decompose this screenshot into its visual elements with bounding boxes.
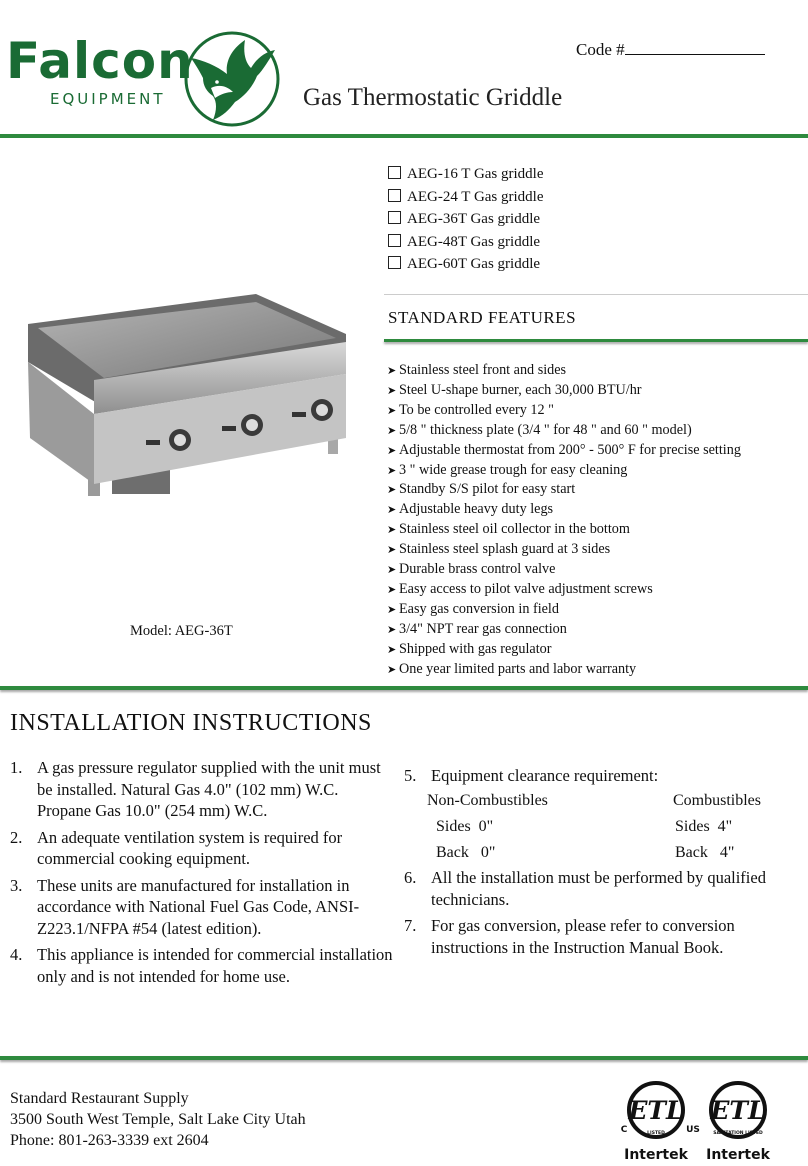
feature-item <box>387 640 741 660</box>
arrow-bullet-icon: ➤ <box>387 563 397 577</box>
instruction-item <box>10 757 395 822</box>
installation-heading: INSTALLATION INSTRUCTIONS <box>10 710 372 736</box>
feature-text: Steel U-shape burner, each 30,000 BTU/hr <box>399 381 642 398</box>
feature-text: Adjustable thermostat from 200° - 500° F for precise setting <box>399 441 741 458</box>
feature-text: Easy gas conversion in field <box>399 600 559 617</box>
features-list <box>387 361 741 680</box>
checkbox-icon <box>388 234 401 247</box>
instruction-item <box>404 867 804 910</box>
model-item <box>388 208 544 231</box>
arrow-bullet-icon: ➤ <box>387 483 397 497</box>
instruction-number: 7. <box>404 916 417 935</box>
brand-logo-subtitle: EQUIPMENT <box>50 90 166 108</box>
arrow-bullet-icon: ➤ <box>387 642 397 656</box>
clearance-combustibles-header: Combustibles <box>673 792 762 809</box>
instruction-item <box>404 765 804 787</box>
feature-text: To be controlled every 12 " <box>399 401 554 418</box>
feature-item <box>387 540 741 560</box>
model-item <box>388 163 544 186</box>
feature-text: Easy access to pilot valve adjustment screws <box>399 580 653 597</box>
feature-item <box>387 560 741 580</box>
features-bottom-divider <box>0 686 808 690</box>
model-item <box>388 253 544 276</box>
checkbox-icon <box>388 211 401 224</box>
company-address: 3500 South West Temple, Salt Lake City Utah <box>10 1111 306 1128</box>
instruction-number: 3. <box>10 875 23 895</box>
instruction-text: For gas conversion, please refer to conversion instructions in the Instruction Manual Book. <box>431 916 735 957</box>
griddle-product-image <box>20 288 360 508</box>
instruction-text: An adequate ventilation system is required for commercial cooking equipment. <box>37 827 343 868</box>
arrow-bullet-icon: ➤ <box>387 364 397 377</box>
instruction-item <box>404 915 804 958</box>
feature-item <box>387 441 741 461</box>
feature-item <box>387 500 741 520</box>
etl-c-text: C <box>620 1125 628 1135</box>
checkbox-icon <box>388 189 401 202</box>
arrow-bullet-icon: ➤ <box>387 383 397 397</box>
feature-text: Durable brass control valve <box>399 561 556 578</box>
instruction-number: 6. <box>404 868 417 887</box>
feature-item <box>387 580 741 600</box>
feature-item <box>387 480 741 500</box>
clearance-noncombustibles-header: Non-Combustibles <box>427 792 548 809</box>
arrow-bullet-icon: ➤ <box>387 662 397 676</box>
arrow-bullet-icon: ➤ <box>387 403 397 417</box>
standard-features-heading: STANDARD FEATURES <box>388 308 577 327</box>
code-blank-line <box>625 40 765 55</box>
model-item <box>388 186 544 209</box>
instruction-text: Equipment clearance requirement: <box>431 766 659 785</box>
model-item <box>388 231 544 254</box>
arrow-bullet-icon: ➤ <box>387 443 397 457</box>
code-label: Code # <box>576 40 625 59</box>
etl-text: ETL <box>710 1096 766 1125</box>
model-label: AEG-60T Gas griddle <box>407 256 541 272</box>
etl-certification-marks <box>616 1074 786 1164</box>
footer-divider <box>0 1056 808 1060</box>
clearance-nc-back: Back 0" <box>436 844 496 861</box>
model-list <box>388 163 544 276</box>
instruction-item <box>10 944 395 987</box>
clearance-c-sides: Sides 4" <box>675 818 733 835</box>
feature-text: 3 " wide grease trough for easy cleaning <box>399 461 628 478</box>
code-number-field <box>576 40 765 60</box>
falcon-eagle-emblem-icon <box>183 30 281 128</box>
company-name: Standard Restaurant Supply <box>10 1090 189 1107</box>
feature-item <box>387 401 741 421</box>
etl-listed-mark-icon <box>621 1083 700 1163</box>
arrow-bullet-icon: ➤ <box>387 423 397 437</box>
etl-ring-text: LISTED <box>647 1131 665 1136</box>
instruction-item <box>10 875 395 940</box>
feature-text: Shipped with gas regulator <box>399 640 552 657</box>
clearance-c-back: Back 4" <box>675 844 735 861</box>
features-divider <box>384 339 808 342</box>
clearance-nc-sides: Sides 0" <box>436 818 494 835</box>
arrow-bullet-icon: ➤ <box>387 543 397 557</box>
instruction-item <box>10 827 395 870</box>
model-label: AEG-24 T Gas griddle <box>407 188 544 205</box>
feature-text: Adjustable heavy duty legs <box>399 501 554 518</box>
instruction-text: All the installation must be performed by qualified technicians. <box>431 868 766 909</box>
feature-item <box>387 361 741 381</box>
instruction-number: 4. <box>10 945 23 964</box>
feature-text: Stainless steel front and sides <box>399 362 567 378</box>
feature-text: 5/8 " thickness plate (3/4 " for 48 " and 60 " model) <box>399 421 692 438</box>
arrow-bullet-icon: ➤ <box>387 463 397 477</box>
instruction-number: 2. <box>10 827 23 847</box>
feature-text: One year limited parts and labor warranty <box>399 660 637 677</box>
feature-item <box>387 520 741 540</box>
feature-item <box>387 600 741 620</box>
installation-list-right <box>404 867 804 963</box>
model-label: AEG-36T Gas griddle <box>407 211 541 227</box>
model-label: AEG-48T Gas griddle <box>407 233 541 250</box>
etl-text: ETL <box>628 1096 684 1125</box>
feature-text: Standby S/S pilot for easy start <box>399 481 576 498</box>
footer-address <box>10 1088 306 1151</box>
intertek-text: Intertek <box>624 1147 688 1163</box>
header-divider <box>0 134 808 138</box>
product-caption: Model: AEG-36T <box>130 623 233 639</box>
features-top-line <box>384 294 808 295</box>
checkbox-icon <box>388 256 401 269</box>
etl-sanitation-mark-icon <box>706 1083 770 1163</box>
model-label: AEG-16 T Gas griddle <box>407 166 544 182</box>
instruction-number: 1. <box>10 758 23 777</box>
instruction-text: A gas pressure regulator supplied with the unit must be installed. Natural Gas 4.0" (102 mm) W.C. Propane Gas 10.0" (254 mm) W.C. <box>37 758 381 820</box>
intertek-text: Intertek <box>706 1147 770 1163</box>
feature-item <box>387 461 741 481</box>
instruction-text: These units are manufactured for installation in accordance with National Fuel Gas Code, ANSI-Z223.1/NFPA #54 (latest edition). <box>37 875 360 938</box>
company-phone: Phone: 801-263-3339 ext 2604 <box>10 1132 209 1149</box>
instruction-text: This appliance is intended for commercial installation only and is not intended for home use. <box>37 945 393 986</box>
etl-us-text: US <box>686 1125 700 1135</box>
feature-item <box>387 660 741 680</box>
arrow-bullet-icon: ➤ <box>387 582 397 596</box>
etl-ring-text: SANITATION LISTED <box>713 1131 763 1136</box>
feature-item <box>387 381 741 401</box>
feature-text: 3/4" NPT rear gas connection <box>399 620 567 637</box>
feature-item <box>387 620 741 640</box>
arrow-bullet-icon: ➤ <box>387 503 397 517</box>
installation-item-5 <box>404 765 804 792</box>
arrow-bullet-icon: ➤ <box>387 523 397 537</box>
feature-text: Stainless steel oil collector in the bottom <box>399 521 630 538</box>
installation-list-left <box>10 757 395 992</box>
brand-logo-name: Falcon <box>6 32 194 90</box>
arrow-bullet-icon: ➤ <box>387 602 397 616</box>
page-title: Gas Thermostatic Griddle <box>303 84 563 111</box>
feature-item <box>387 421 741 441</box>
feature-text: Stainless steel splash guard at 3 sides <box>399 541 611 558</box>
arrow-bullet-icon: ➤ <box>387 622 397 636</box>
instruction-number: 5. <box>404 766 417 785</box>
checkbox-icon <box>388 166 401 179</box>
